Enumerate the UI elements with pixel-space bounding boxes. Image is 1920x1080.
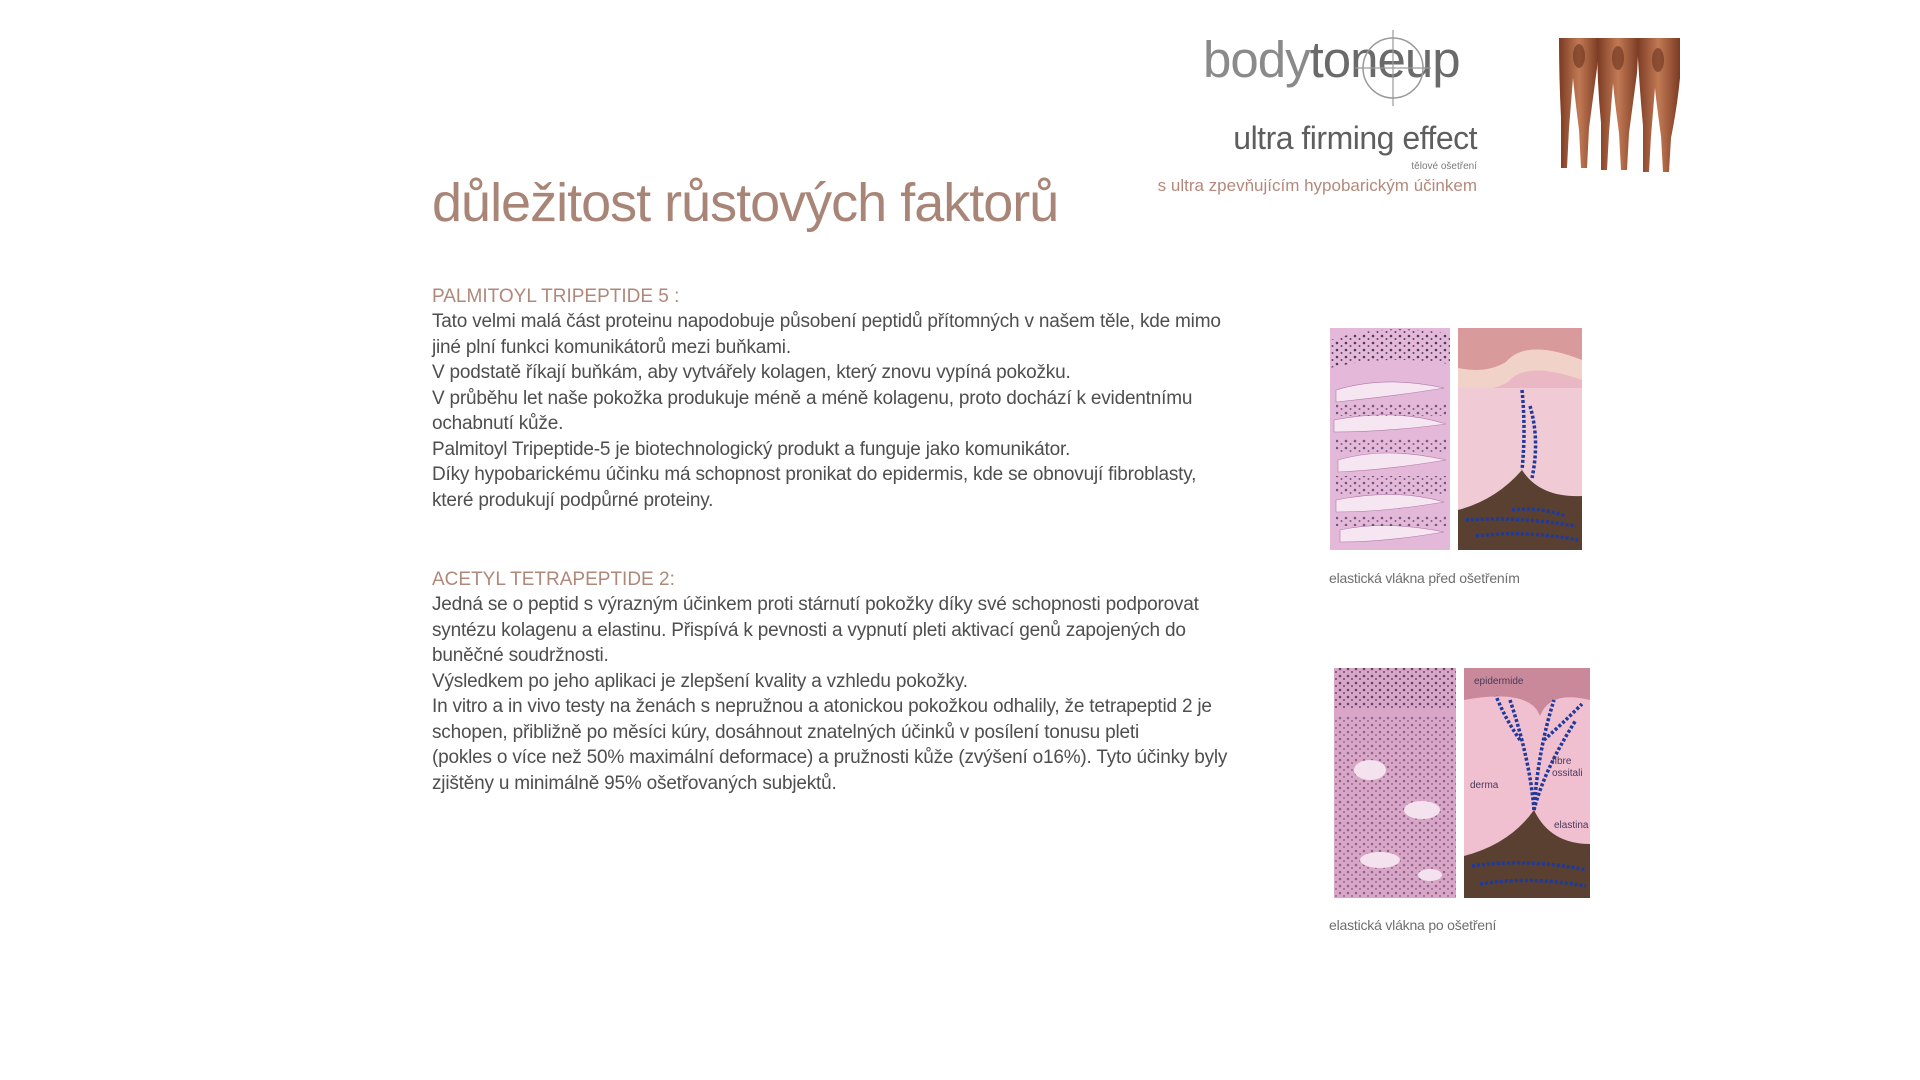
legs-photo	[1557, 38, 1680, 173]
paragraph-line: Palmitoyl Tripeptide-5 je biotechnologický produkt a funguje jako komunikátor.	[432, 438, 1071, 460]
paragraph-line: buněčné soudržnosti.	[432, 645, 609, 666]
label-epidermide: epidermide	[1474, 676, 1524, 687]
paragraph-line: schopen, přibližně po měsíci kúry, dosáhnout znatelných účinků v posílení tonusu pleti	[432, 721, 1139, 743]
section-palmitoyl	[432, 284, 1262, 513]
page-title: důležitost růstových faktorů	[432, 173, 1059, 233]
paragraph-line: V průběhu let naše pokožka produkuje méně a méně kolagenu, proto dochází k evidentnímu	[432, 387, 1193, 409]
paragraph-line: Výsledkem po jeho aplikaci je zlepšení kvality a vzhledu pokožky.	[432, 670, 968, 692]
paragraph-line: V podstatě říkají buňkám, aby vytvářely kolagen, který znovu vypíná pokožku.	[432, 362, 1071, 383]
section-heading: ACETYL TETRAPEPTIDE 2:	[432, 569, 675, 590]
logo-word-body: body	[1203, 31, 1310, 88]
brand-tagline: ultra firming effect	[1233, 120, 1477, 156]
paragraph-line: Tato velmi malá část proteinu napodobuje působení peptidů přítomných v našem těle, kde mimo	[432, 311, 1221, 332]
label-fibre: fibre	[1552, 756, 1572, 767]
section-acetyl	[432, 567, 1262, 796]
paragraph-line: ochabnutí kůže.	[432, 413, 564, 434]
label-elastina: elastina	[1554, 820, 1589, 831]
section-heading: PALMITOYL TRIPEPTIDE 5 :	[432, 286, 680, 307]
caption-after: elastická vlákna po ošetření	[1329, 917, 1497, 933]
paragraph-line: jiné plní funkci komunikátorů mezi buňkami.	[432, 336, 791, 358]
logo-word-up: up	[1404, 31, 1460, 88]
paragraph-line: Jedná se o peptid s výrazným účinkem proti stárnutí pokožky díky své schopnosti podporovat	[432, 594, 1199, 615]
logo-word-tone: tone	[1309, 31, 1405, 88]
histology-before-image	[1326, 320, 1586, 555]
label-derma: derma	[1470, 780, 1499, 791]
paragraph-line: které produkují podpůrné proteiny.	[432, 489, 714, 511]
paragraph-line: In vitro a in vivo testy na ženách s nepružnou a atonickou pokožkou odhalily, že tetrapeptid 2 je	[432, 696, 1212, 717]
caption-before: elastická vlákna před ošetřením	[1329, 570, 1520, 586]
paragraph-line: syntézu kolagenu a elastinu. Přispívá k pevnosti a vypnutí pleti aktivací genů zapojených do	[432, 619, 1186, 641]
crosshair-icon	[1355, 30, 1431, 106]
histology-after-image	[1330, 660, 1592, 902]
brand-tagline-sub: s ultra zpevňujícím hypobarickým účinkem	[1157, 176, 1477, 195]
paragraph-line: Díky hypobarickému účinku má schopnost pronikat do epidermis, kde se obnovují fibroblasty,	[432, 464, 1197, 485]
brand-block	[1157, 28, 1685, 195]
brand-tagline-small: tělové ošetření	[1411, 161, 1477, 172]
label-ossitali: ossitali	[1552, 768, 1583, 779]
paragraph-line: zjištěny u minimálně 95% ošetřovaných subjektů.	[432, 772, 837, 794]
paragraph-line: (pokles o více než 50% maximální deformace) a pružnosti kůže (zvýšení o16%). Tyto účinky byly	[432, 747, 1228, 768]
